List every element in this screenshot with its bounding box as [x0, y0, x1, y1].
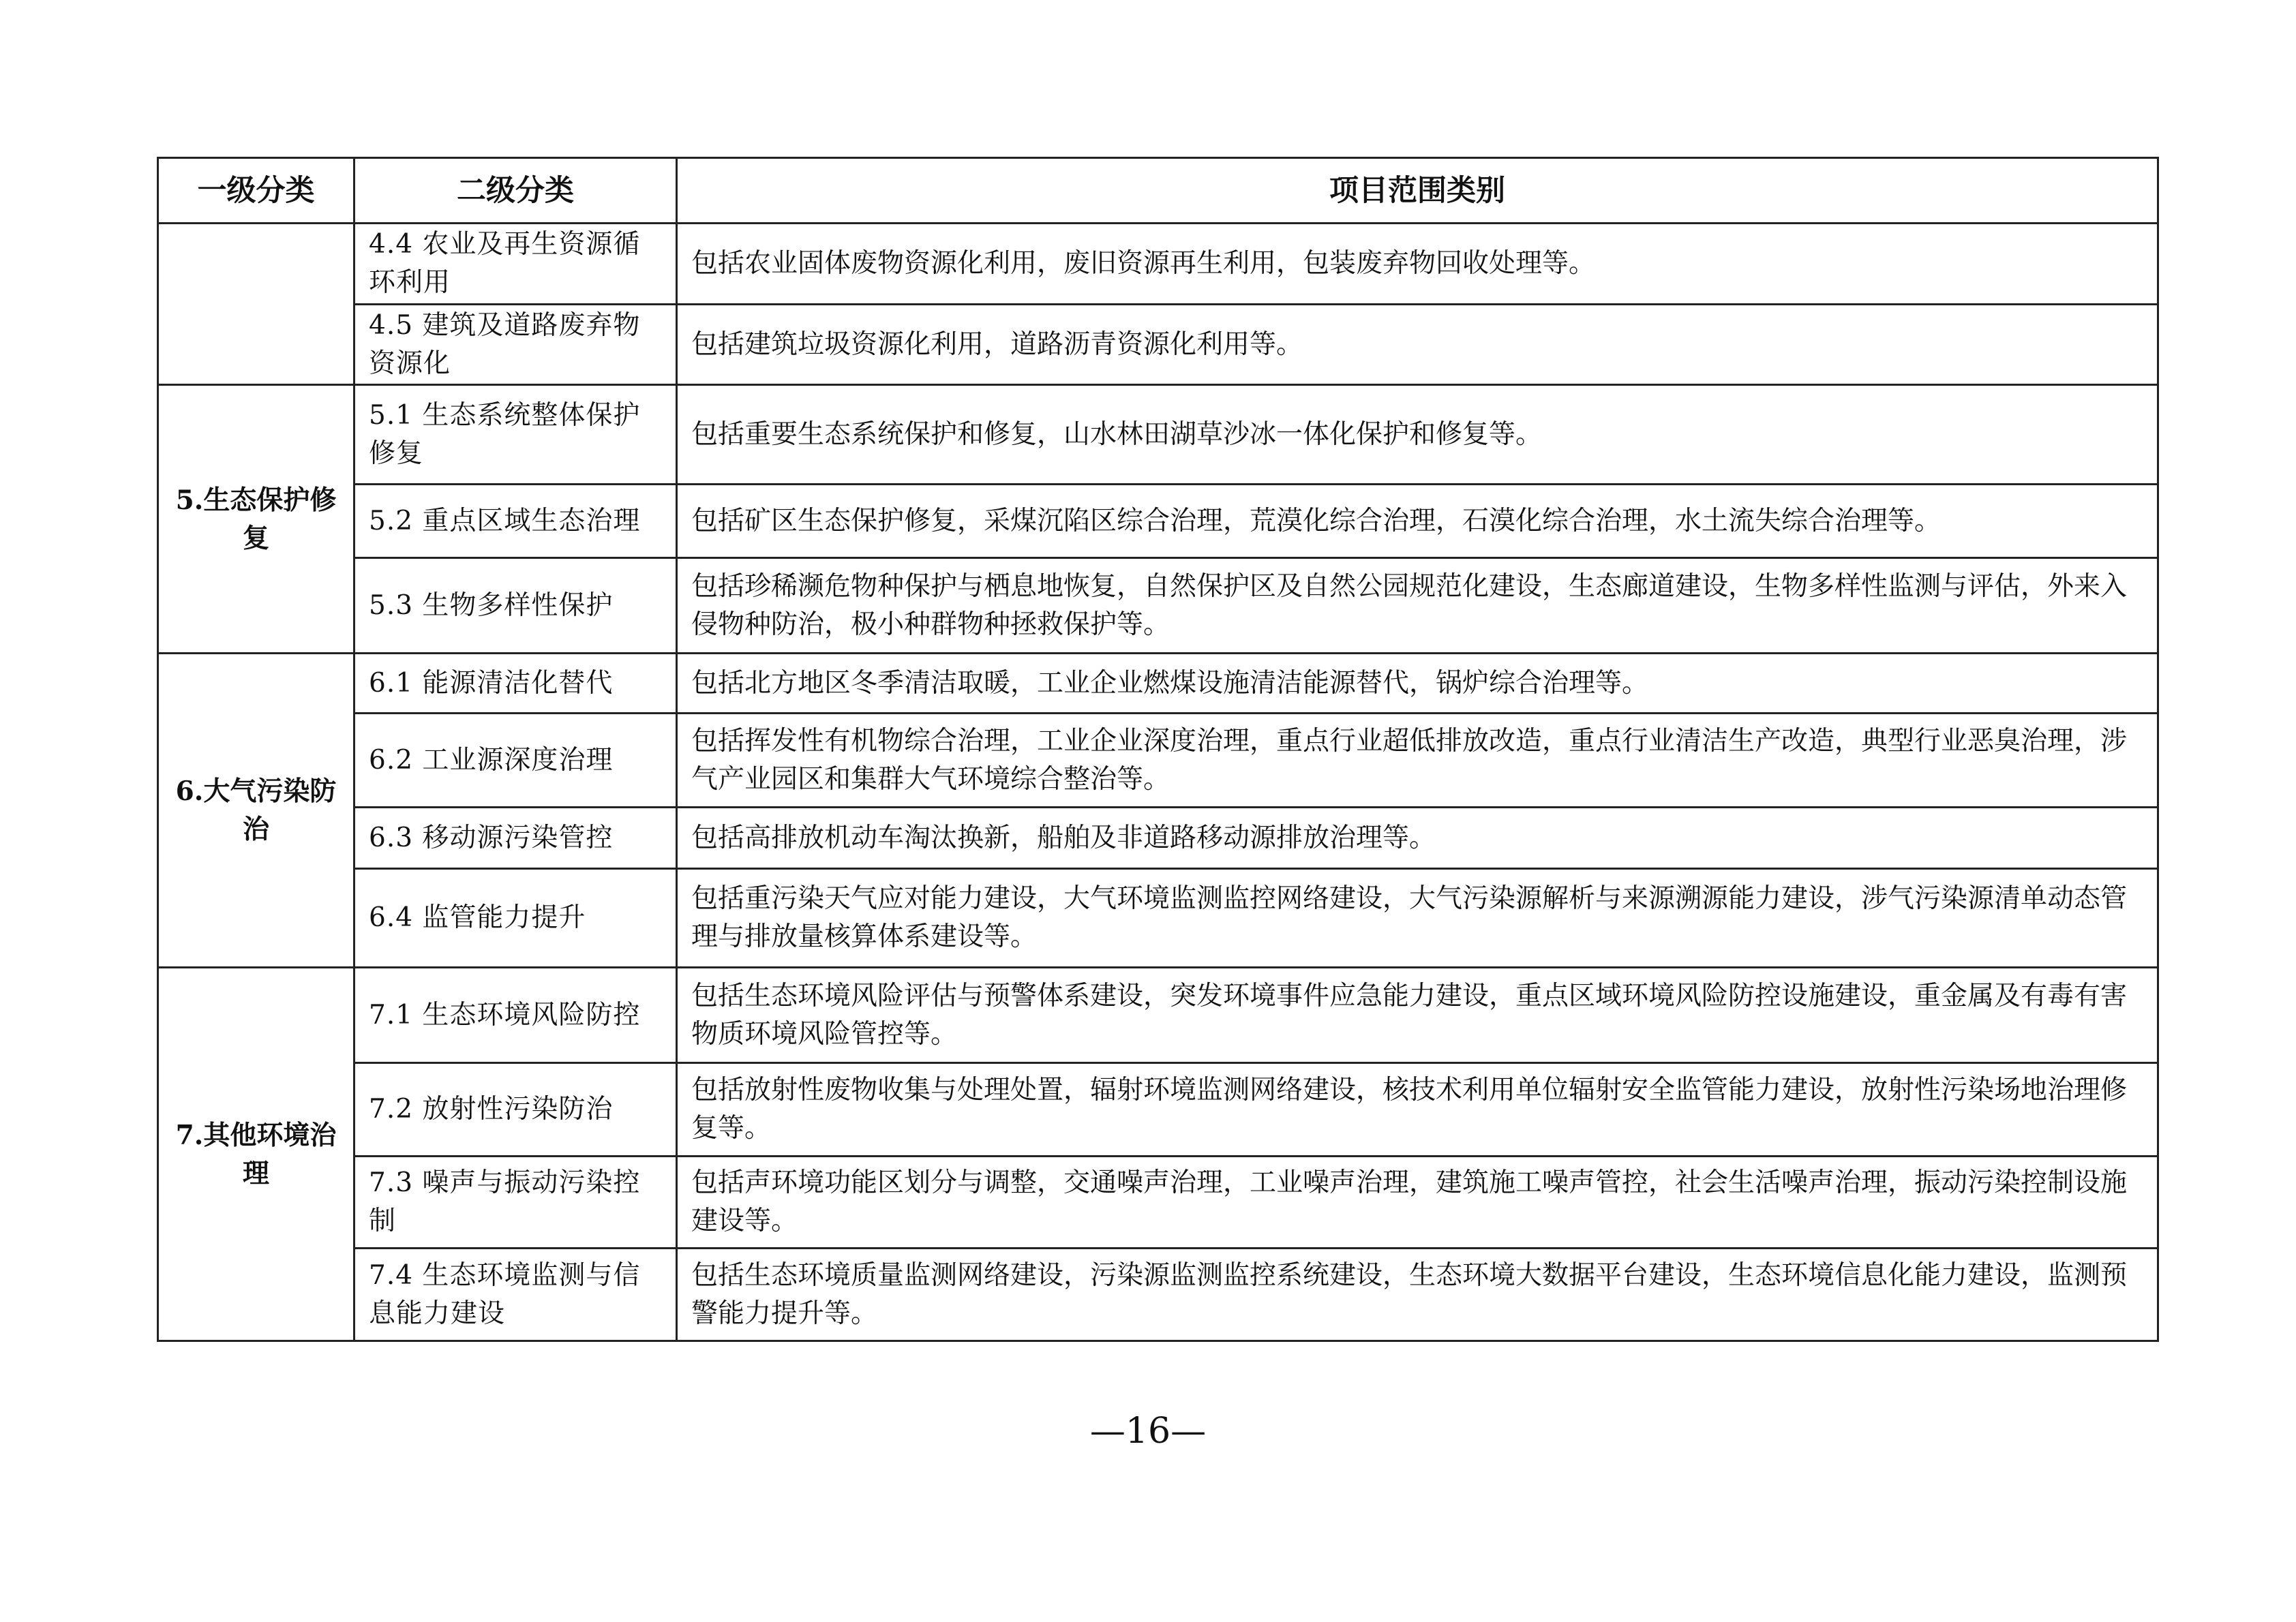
scope-cell: 包括珍稀濒危物种保护与栖息地恢复，自然保护区及自然公园规范化建设，生态廊道建设，生物多样性监测与评估，外来入侵物种防治，极小种群物种拯救保护等。 — [677, 558, 2158, 654]
level2-cell: 6.3 移动源污染管控 — [354, 808, 677, 869]
level1-cell: 5.生态保护修复 — [158, 385, 354, 654]
table-row — [158, 558, 2158, 654]
scope-cell: 包括挥发性有机物综合治理，工业企业深度治理，重点行业超低排放改造，重点行业清洁生产改造，典型行业恶臭治理，涉气产业园区和集群大气环境综合整治等。 — [677, 714, 2158, 808]
level2-cell: 7.3 噪声与振动污染控制 — [354, 1157, 677, 1249]
level2-cell: 6.2 工业源深度治理 — [354, 714, 677, 808]
scope-cell: 包括生态环境风险评估与预警体系建设，突发环境事件应急能力建设，重点区域环境风险防控设施建设，重金属及有毒有害物质环境风险管控等。 — [677, 968, 2158, 1063]
scope-cell: 包括生态环境质量监测网络建设，污染源监测监控系统建设，生态环境大数据平台建设，生态环境信息化能力建设，监测预警能力提升等。 — [677, 1249, 2158, 1341]
level2-cell: 5.1 生态系统整体保护修复 — [354, 385, 677, 485]
level2-cell: 4.5 建筑及道路废弃物资源化 — [354, 305, 677, 385]
table-row — [158, 1249, 2158, 1341]
table-row — [158, 654, 2158, 714]
level1-cell — [158, 224, 354, 385]
table-row — [158, 968, 2158, 1063]
table-row — [158, 305, 2158, 385]
header-level1: 一级分类 — [158, 158, 354, 224]
scope-cell: 包括农业固体废物资源化利用，废旧资源再生利用，包装废弃物回收处理等。 — [677, 224, 2158, 305]
table-row — [158, 1157, 2158, 1249]
table-row — [158, 485, 2158, 558]
scope-cell: 包括声环境功能区划分与调整，交通噪声治理，工业噪声治理，建筑施工噪声管控，社会生活噪声治理，振动污染控制设施建设等。 — [677, 1157, 2158, 1249]
table-row — [158, 224, 2158, 305]
level2-cell: 5.3 生物多样性保护 — [354, 558, 677, 654]
level2-cell: 6.1 能源清洁化替代 — [354, 654, 677, 714]
table-row — [158, 714, 2158, 808]
level2-cell: 7.1 生态环境风险防控 — [354, 968, 677, 1063]
scope-cell: 包括重要生态系统保护和修复，山水林田湖草沙冰一体化保护和修复等。 — [677, 385, 2158, 485]
table-header-row — [158, 158, 2158, 224]
scope-cell: 包括放射性废物收集与处理处置，辐射环境监测网络建设，核技术利用单位辐射安全监管能力建设，放射性污染场地治理修复等。 — [677, 1063, 2158, 1157]
classification-table — [157, 157, 2159, 1342]
scope-cell: 包括矿区生态保护修复，采煤沉陷区综合治理，荒漠化综合治理，石漠化综合治理，水土流失综合治理等。 — [677, 485, 2158, 558]
scope-cell: 包括重污染天气应对能力建设，大气环境监测监控网络建设，大气污染源解析与来源溯源能力建设，涉气污染源清单动态管理与排放量核算体系建设等。 — [677, 869, 2158, 968]
table-row — [158, 385, 2158, 485]
level2-cell: 7.4 生态环境监测与信息能力建设 — [354, 1249, 677, 1341]
level1-cell: 7.其他环境治理 — [158, 968, 354, 1341]
scope-cell: 包括北方地区冬季清洁取暖，工业企业燃煤设施清洁能源替代，锅炉综合治理等。 — [677, 654, 2158, 714]
page-number: —16— — [1089, 1411, 1207, 1452]
level2-cell: 6.4 监管能力提升 — [354, 869, 677, 968]
table-row — [158, 808, 2158, 869]
header-scope: 项目范围类别 — [677, 158, 2158, 224]
table-row — [158, 1063, 2158, 1157]
level2-cell: 7.2 放射性污染防治 — [354, 1063, 677, 1157]
level2-cell: 4.4 农业及再生资源循环利用 — [354, 224, 677, 305]
table-row — [158, 869, 2158, 968]
level1-cell: 6.大气污染防治 — [158, 654, 354, 968]
header-level2: 二级分类 — [354, 158, 677, 224]
scope-cell: 包括建筑垃圾资源化利用，道路沥青资源化利用等。 — [677, 305, 2158, 385]
scope-cell: 包括高排放机动车淘汰换新，船舶及非道路移动源排放治理等。 — [677, 808, 2158, 869]
level2-cell: 5.2 重点区域生态治理 — [354, 485, 677, 558]
